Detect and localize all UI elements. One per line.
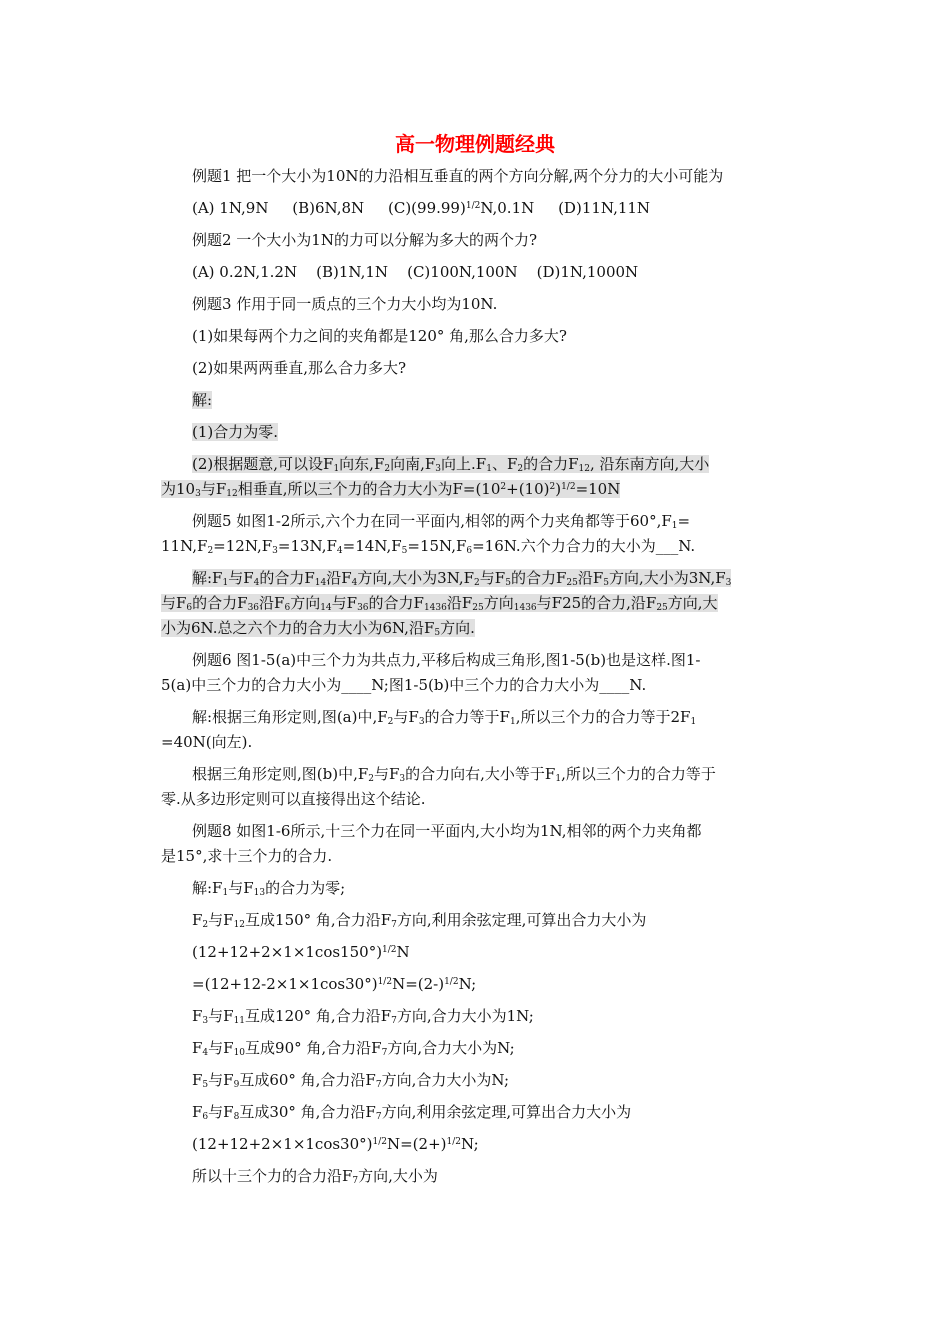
solution-3-part-2-line-1: (2)根据题意,可以设$F_1$向东$,F_2$向南$,F_3$向上$.F_1$、$F_2$的合力$F_{12}$, 沿东南方向,大小 bbox=[192, 455, 710, 474]
solution-8-line-4: $=(12+12-2\times 1\times 1\cos 30^\circ)^{1/2}N=(2-)^{1/2}N$; bbox=[192, 975, 477, 993]
solution-6-line-3: 根据三角形定则,图(b)中$,F_2$与$F_3$的合力向右,大小等于$F_1$,所以三个力的合力等于 bbox=[192, 765, 716, 784]
question-5-line-2: $11N,F_2=12N,F_3=13N,F_4=14N,F_5=15N,F_6=16N$.六个力合力的大小为___N. bbox=[161, 537, 696, 556]
solution-3-part-2-line-2: 为$10_3$与$F_{12}$相垂直,所以三个力的合力大小为$F=(10^2+(10)^2)^{1/2}=10N$ bbox=[161, 480, 621, 499]
solution-3-part-1: (1)合力为零. bbox=[192, 423, 279, 441]
solution-label: 解: bbox=[192, 391, 213, 409]
question-2: 例题2 一个大小为1N的力可以分解为多大的两个力? bbox=[192, 231, 538, 249]
solution-6-line-2: =40N(向左). bbox=[161, 733, 253, 751]
solution-8-line-1: 解$:F_1$与$F_{13}$的合力为零; bbox=[192, 879, 346, 898]
solution-6-line-1: 解:根据三角形定则,图(a)中$,F_2$与$F_3$的合力等于$F_1$,所以三个力的合力等于$2F_1$ bbox=[192, 708, 697, 727]
solution-8-line-5: $F_3$与$F_{11}$互成120° 角,合力沿$F_7$方向,合力大小为1N; bbox=[192, 1007, 534, 1026]
question-6-line-1: 例题6 图1-5(a)中三个力为共点力,平移后构成三角形,图1-5(b)也是这样.图1- bbox=[192, 651, 701, 669]
solution-8-line-8: $F_6$与$F_8$互成30° 角,合力沿$F_7$方向,利用余弦定理,可算出合力大小为 bbox=[192, 1103, 632, 1122]
solution-8-line-3: $(12+12+2\times 1\times 1\cos 150^\circ)^{1/2}N$ bbox=[192, 943, 410, 961]
solution-8-line-7: $F_5$与$F_9$互成60° 角,合力沿$F_7$方向,合力大小为N; bbox=[192, 1071, 510, 1090]
solution-8-line-6: $F_4$与$F_{10}$互成90° 角,合力沿$F_7$方向,合力大小为N; bbox=[192, 1039, 515, 1058]
solution-8-line-10: 所以十三个力的合力沿$F_7$方向,大小为 bbox=[192, 1167, 438, 1186]
question-8-line-2: 是15°,求十三个力的合力. bbox=[161, 847, 333, 865]
question-3-part-1: (1)如果每两个力之间的夹角都是120° 角,那么合力多大? bbox=[192, 327, 567, 345]
question-1-options: (A) 1N,9N (B)6N,8N $(C)(99.99)^{1/2}N,0.1N$ (D)11N,11N bbox=[192, 199, 651, 217]
solution-8-line-2: $F_2$与$F_{12}$互成150° 角,合力沿$F_7$方向,利用余弦定理,可算出合力大小为 bbox=[192, 911, 647, 930]
question-6-line-2: 5(a)中三个力的合力大小为____N;图1-5(b)中三个力的合力大小为____N. bbox=[161, 676, 647, 694]
solution-6-line-4: 零.从多边形定则可以直接得出这个结论. bbox=[161, 790, 426, 808]
solution-5-line-3: 小为6N.总之六个力的合力大小为6N,沿$F_5$方向. bbox=[161, 619, 475, 638]
solution-8-line-9: $(12+12+2\times 1\times 1\cos 30^\circ)^{1/2}N=(2+)^{1/2}N$; bbox=[192, 1135, 479, 1153]
question-1: 例题1 把一个大小为10N的力沿相互垂直的两个方向分解,两个分力的大小可能为 bbox=[192, 167, 724, 185]
page-title: 高一物理例题经典 bbox=[395, 132, 555, 156]
solution-5-line-1: 解$:F_1$与$F_4$的合力$F_{14}$沿$F_4$方向,大小为$3N,F_2$与$F_5$的合力$F_{25}$沿$F_5$方向,大小为$3N,F_3$ bbox=[192, 569, 732, 588]
question-5-line-1: 例题5 如图1-2所示,六个力在同一平面内,相邻的两个力夹角都等于$60^\circ,F_1=$ bbox=[192, 512, 691, 531]
question-8-line-1: 例题8 如图1-6所示,十三个力在同一平面内,大小均为1N,相邻的两个力夹角都 bbox=[192, 822, 702, 840]
question-3: 例题3 作用于同一质点的三个力大小均为10N. bbox=[192, 295, 498, 313]
question-2-options: (A) 0.2N,1.2N (B)1N,1N (C)100N,100N (D)1N,1000N bbox=[192, 263, 639, 281]
solution-5-line-2: 与$F_6$的合力$F_{36}$沿$F_6$方向$_{14}$与$F_{36}$的合力$F_{1436}$沿$F_{25}$方向$_{1436}$与F25的合力,沿$F_{25}$方向,大 bbox=[161, 594, 718, 613]
question-3-part-2: (2)如果两两垂直,那么合力多大? bbox=[192, 359, 407, 377]
